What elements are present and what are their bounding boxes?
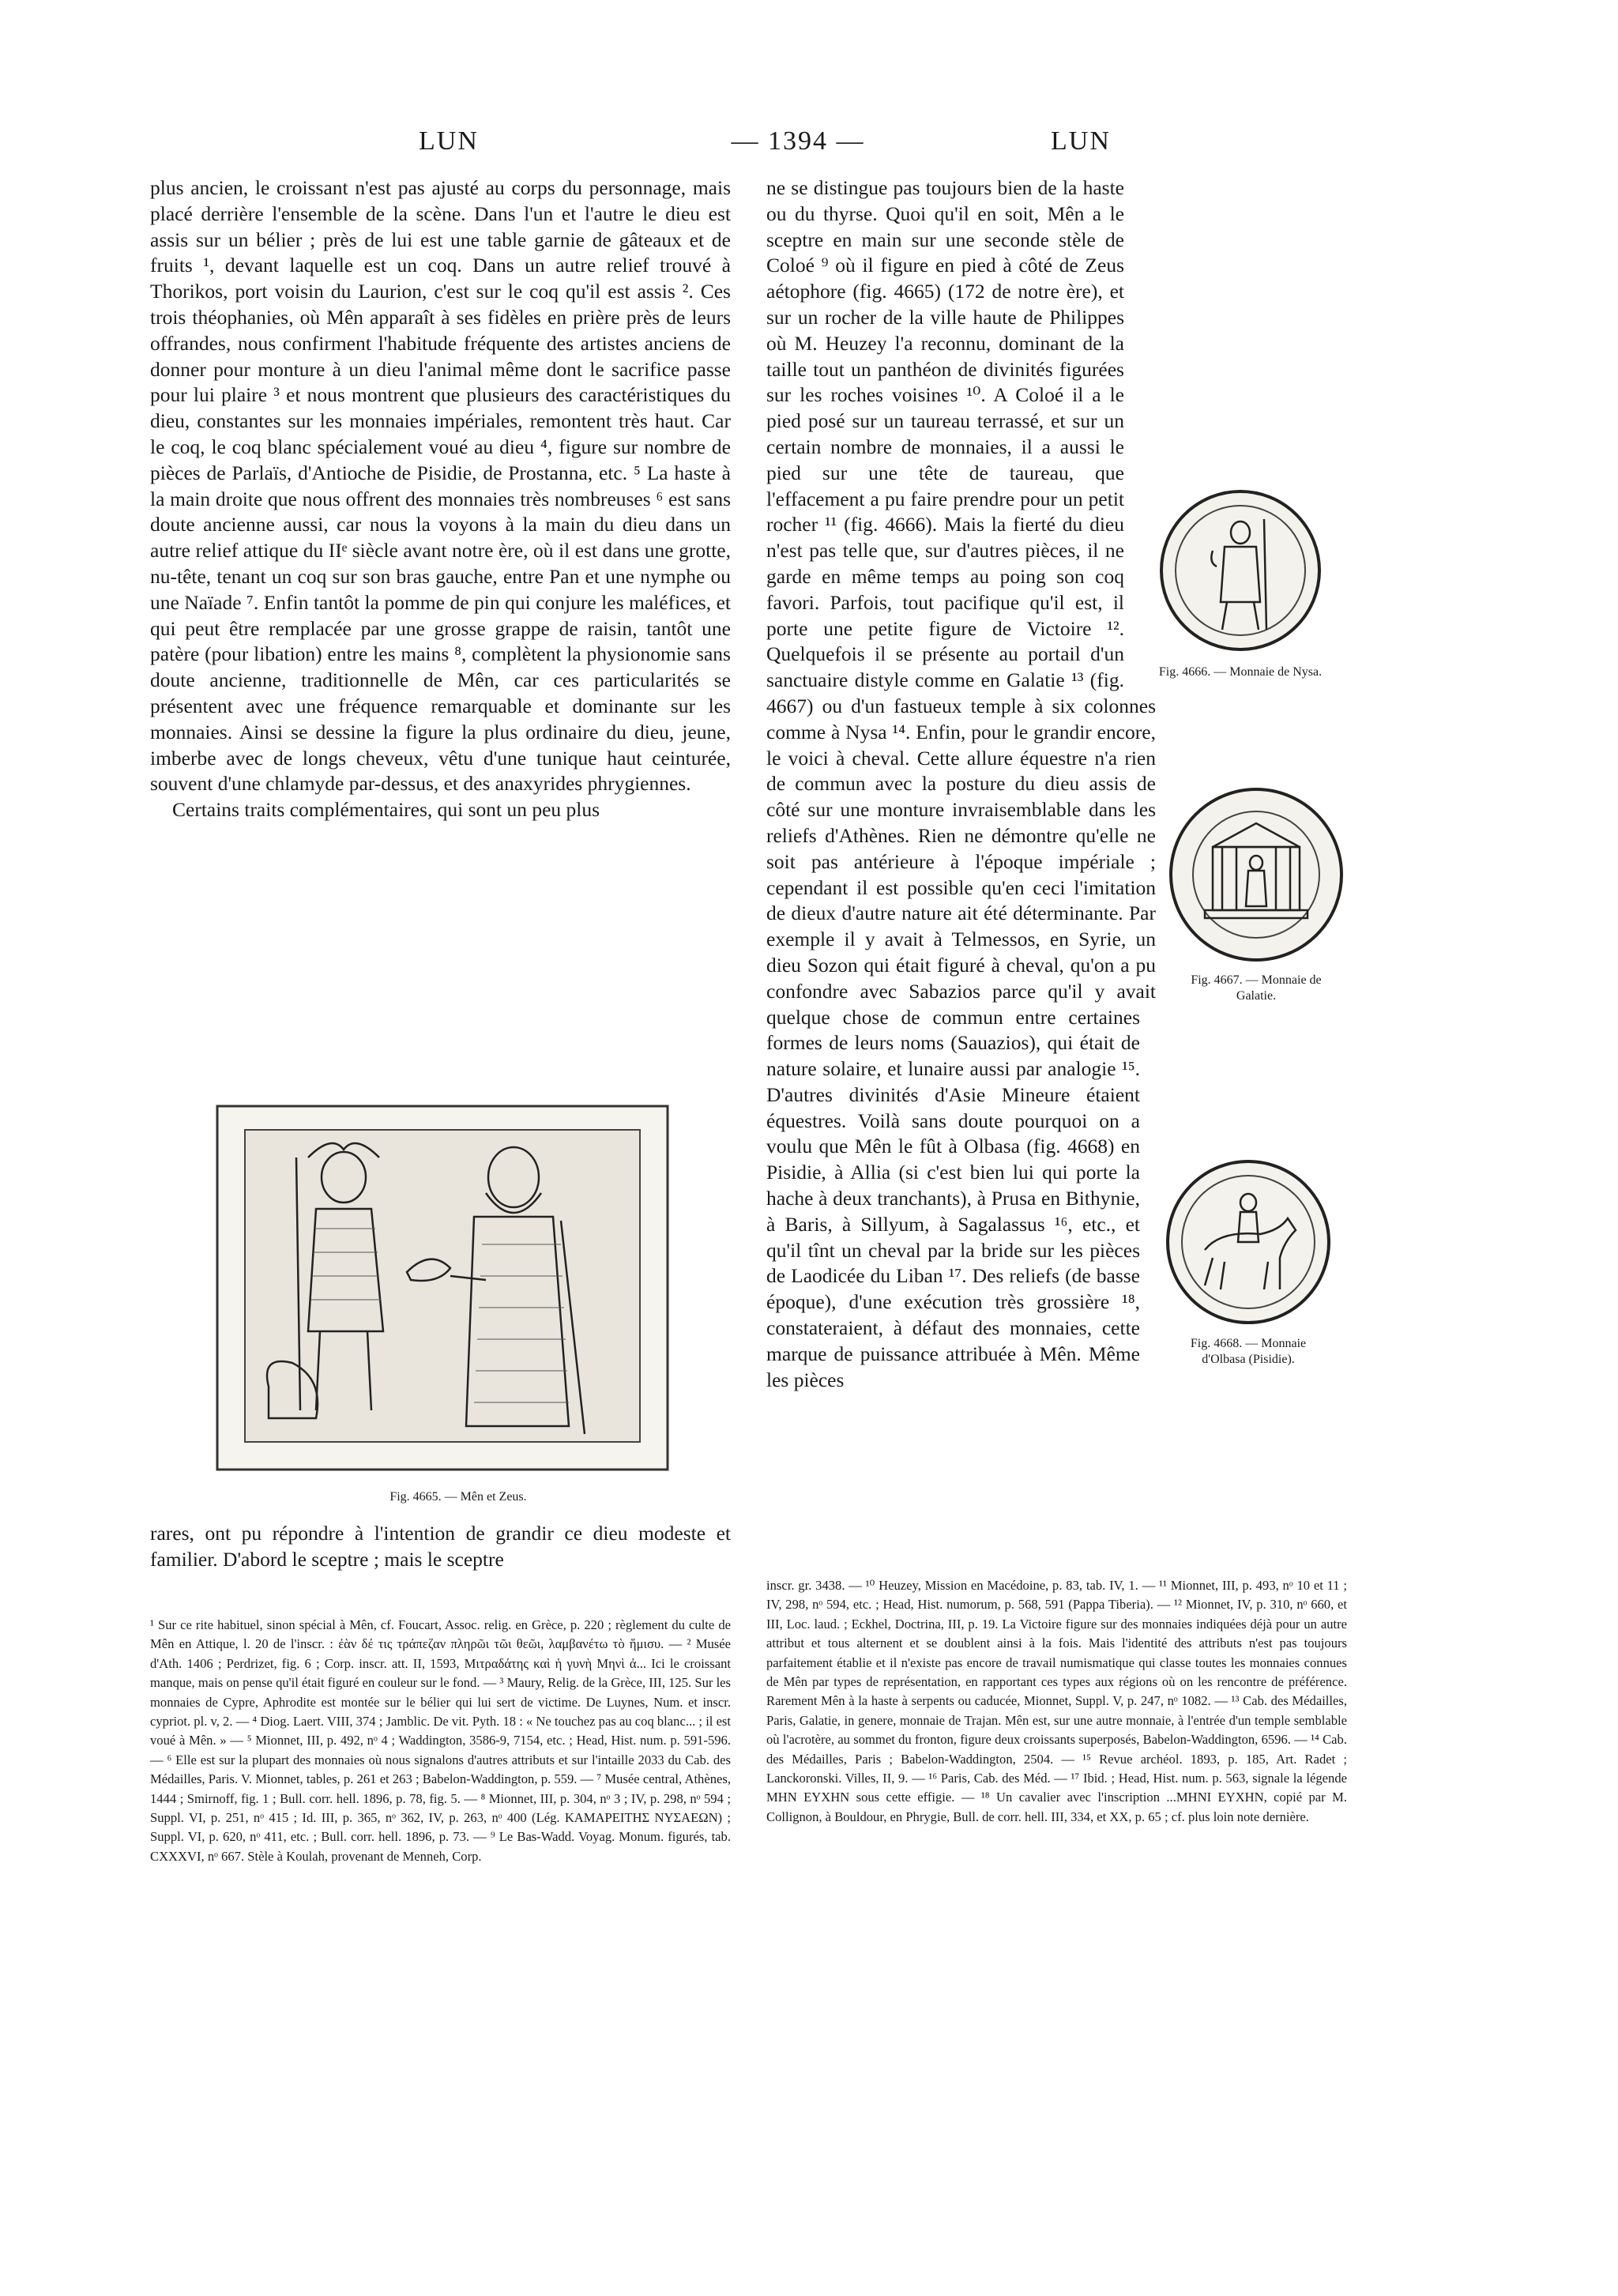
footnotes-right: inscr. gr. 3438. — ¹⁰ Heuzey, Mission en Macédoine, p. 83, tab. IV, 1. — ¹¹ Mionnet, III, p. 493, nᵒ 10 et 11 ; IV, 298, nᵒ 594, etc. ; Head, Hist. numorum, p. 568, 591 (Pappa Tiberia). — ¹² Mionnet, IV, p. 310, nᵒ 660, et III, Loc. laud. ; Eckhel, Doctrina, III, p. 19. La Victoire figure sur des monnaies indiquées déjà pour un autre attribut et tous alternent et se doublent ainsi à la fois. Mais l'identité des attributs n'est pas toujours parfaitement établie et il n'existe pas encore de travail numismatique qui classe toutes les monnaies connues de Mên par types de représentation, en rapportant ces types aux régions où on les rencontre de préférence. Rarement Mên à la haste à serpents ou caducée, Mionnet, Suppl. V, p. 247, nᵒ 1082. — ¹³ Cab. des Médailles, Paris, Galatie, in genere, monnaie de Trajan. Mên est, sur une autre monnaie, à l'entrée d'un temple semblable où l'acrotère, au sommet du fronton, figure deux croissants superposés, Babelon-Waddington, 6596. — ¹⁴ Cab. des Médailles, Paris ; Babelon-Waddington, 2504. — ¹⁵ Revue archéol. 1893, p. 185, Art. Radet ; Lanckoronski. Villes, II, 9. — ¹⁶ Paris, Cab. des Méd. — ¹⁷ Ibid. ; Head, Hist. num. p. 563, signale la légende ΜΗΝ ΕΥΧΗΝ sous cette effigie. — ¹⁸ Un cavalier avec l'inscription ...ΜΗΝΙ ΕΥΧΗΝ, copié par M. Collignon, à Bouldour, en Phrygie, Bull. de corr. hell. III, 334, et XX, p. 65 ; cf. plus loin note dernière. (766, 1578, 1347, 1824)
figure-caption-4668-line1: Fig. 4668. — Monnaie (1190, 1336, 1307, 1350)
running-head-left: LUN (419, 126, 479, 156)
left-paragraph-3: rares, ont pu répondre à l'intention de grandir ce dieu modeste et familier. D'abord le sceptre ; mais le sceptre (150, 1522, 731, 1571)
coin-4667-figure (1165, 784, 1347, 1013)
right-paragraph-1: ne se distingue pas toujours bien de la haste ou du thyrse. Quoi qu'il en soit, Mên a le sceptre en main sur une seconde stèle de Coloé ⁹ où il figure en pied à côté de Zeus aétophore (fig. 4665) (172 de notre ère), et sur un rocher de la ville haute de Philippes où M. Heuzey l'a reconnu, dominant de la taille tout un panthéon de divinités figurées sur les roches voisines ¹⁰. A Coloé il a le pied posé sur un taureau terrassé, et sur un certain nombre de monnaies, il a aussi le pied sur une tête de taureau, que l'effacement a pu faire prendre pour un petit rocher ¹¹ (fig. 4666). Mais la fierté du dieu n'est pas telle que, sur d'autres pièces, il ne garde en même temps au poing son coq favori. Parfois, tout pacifique qu'il est, il porte une petite figure de Victoire ¹². Quelquefois il se présente au portail d'un sanctuaire distyle comme en Galatie ¹³ (fig. 4667) ou d'un fastueux temple à six colonnes comme à Nysa ¹⁴. Enfin, pour le grandir encore, le voici à cheval. Cette allure équestre n'a rien de commun avec la posture du dieu assis de côté sur une monture invraisemblable dans les reliefs d'Athènes. Rien ne démontre qu'elle ne soit pas antérieure à l'époque impériale ; cependant il est possible qu'en ceci l'imitation de dieux d'autre nature ait été déterminante. Par exemple il y avait à Telmessos, en Syrie, un dieu Sozon qui était figuré à cheval, qu'on a pu confondre avec Sabazios parce qu'il y avait quelque chose de commun entre certaines formes de leurs noms (Sauazios), qui était de nature solaire, et lunaire aussi par analogie ¹⁵. D'autres divinités d'Asie Mineure étaient équestres. Voilà sans doute pourquoi on a voulu que Mên le fût à Olbasa (fig. 4668) en Pisidie, à Allia (si c'est bien lui qui porte la hache à deux tranchants), à Prusa en Bithynie, à Baris, à Sillyum, à Sagalassus ¹⁶, etc., et qu'il tînt un cheval par la bride sur les pièces de Laodicée du Liban ¹⁷. Des reliefs (de basse époque), d'une exécution très grossière ¹⁸, constateraient, à défaut des monnaies, cette marque de puissance attribuée à Mên. Même les pièces (766, 176, 1156, 1391)
figure-caption-4668-line2: d'Olbasa (Pisidie). (1202, 1352, 1295, 1366)
coin-4668-figure (1150, 1155, 1347, 1368)
figure-caption-4667-line1: Fig. 4667. — Monnaie de (1191, 973, 1322, 987)
left-column-bottom (150, 1521, 731, 1573)
right-column (766, 175, 1347, 1393)
figure-caption-4666: Fig. 4666. — Monnaie de Nysa. (1158, 664, 1323, 679)
figure-caption-4667-line2: Galatie. (1236, 988, 1277, 1003)
coin-nysa-illustration (1134, 484, 1347, 657)
figure-caption-4665: Fig. 4665. — Mên et Zeus. (389, 1490, 527, 1504)
running-head-right: LUN (1051, 126, 1111, 156)
coin-olbasa-illustration (1150, 1155, 1347, 1329)
relief-men-zeus-illustration (213, 1102, 672, 1474)
page-number: — 1394 — (731, 126, 865, 156)
left-paragraph-2: Certains traits complémentaires, qui sont un peu plus (172, 798, 600, 822)
footnotes-left: ¹ Sur ce rite habituel, sinon spécial à Mên, cf. Foucart, Assoc. relig. en Grèce, p. 220 ; règlement du culte de Mên en Attique, l. 20 de l'inscr. : ἐὰν δέ τις τράπεζαν πληρῶι τῶι θεῶι, λαμβανέτω τὸ ἥμισυ. — ² Musée d'Ath. 1406 ; Perdrizet, fig. 6 ; Corp. inscr. att. II, 1593, Μιτραδάτης καὶ ἡ γυνὴ Μηνὶ ἀ... Ici le croissant manque, mais on pense qu'il était figuré en couleur sur le fond. — ³ Maury, Relig. de la Grèce, III, 125. Sur les monnaies de Cypre, Aphrodite est montée sur le bélier qui lui sert de victime. De Luynes, Num. et inscr. cypriot. pl. v, 2. — ⁴ Diog. Laert. VIII, 374 ; Jamblic. De vit. Pyth. 18 : « Ne touchez pas au coq blanc... ; il est voué à Mên. » — ⁵ Mionnet, III, p. 492, nᵒ 4 ; Waddington, 3586-9, 7154, etc. ; Head, Hist. num. p. 591-596. — ⁶ Elle est sur la plupart des monnaies où nous signalons d'autres attributs et sur l'intaille 2033 du Cab. des Médailles, Paris. V. Mionnet, tables, p. 261 et 263 ; Babelon-Waddington, p. 559. — ⁷ Musée central, Athènes, 1444 ; Smirnoff, fig. 1 ; Bull. corr. hell. 1896, p. 78, fig. 5. — ⁸ Mionnet, III, p. 304, nᵒ 3 ; IV, p. 298, nᵒ 594 ; Suppl. VI, p. 251, nᵒ 415 ; Id. III, p. 365, nᵒ 362, IV, p. 263, nᵒ 400 (Lég. ΚΑΜΑΡΕΙΤΗΣ ΝΥΣΑΕΩΝ) ; Suppl. VI, p. 620, nᵒ 411, etc. ; Bull. corr. hell. 1896, p. 73. — ⁹ Le Bas-Wadd. Voyag. Monum. figurés, tab. CXXXVI, nᵒ 667. Stèle à Koulah, provenant de Menneh, Corp. (150, 1617, 731, 1864)
coin-galatia-illustration (1165, 784, 1347, 965)
left-paragraph-1: plus ancien, le croissant n'est pas ajusté au corps du personnage, mais placé derrière l'ensemble de la scène. Dans l'un et l'autre le dieu est assis sur un bélier ; près de lui est une table garnie de gâteaux et de fruits ¹, devant laquelle est un coq. Dans un autre relief trouvé à Thorikos, port voisin du Laurion, c'est sur le coq qu'il est assis ². Ces trois théophanies, où Mên apparaît à ses fidèles en prière près de leurs offrandes, nous confirment l'habitude fréquente des artistes anciens de donner pour monture à un dieu l'animal même dont le sacrifice passe pour lui plaire ³ et nous montrent que plusieurs des caractéristiques du dieu, constantes sur les monnaies impériales, remontent très haut. Car le coq, le coq blanc spécialement voué au dieu ⁴, figure sur nombre de pièces de Parlaïs, d'Antioche de Pisidie, de Prostanna, etc. ⁵ La haste à la main droite que nous offrent des monnaies très nombreuses ⁶ est sans doute ancienne aussi, car nous la voyons à la main du dieu dans un autre relief attique du IIᵉ siècle avant notre ère, où il est dans une grotte, nu-tête, tenant un coq sur son bras gauche, entre Pan et une nymphe ou une Naïade ⁷. Enfin tantôt la pomme de pin qui conjure les maléfices, et qui peut être remplacée par une grosse grappe de raisin, tantôt une patère (pour libation) entre les mains ⁸, complètent la physionomie sans doute ancienne, traditionnelle de Mên, car ces particularités se présentent avec une fréquence remarquable et dominante sur les monnaies. Ainsi se dessine la figure la plus ordinaire du dieu, jeune, imberbe avec de longs cheveux, vêtu d'une tunique haut ceinturée, souvent d'une chlamyde par-dessus, et des anaxyrides phrygiennes. (150, 176, 731, 796)
left-column (150, 175, 731, 823)
coin-4666-figure (1134, 484, 1347, 681)
